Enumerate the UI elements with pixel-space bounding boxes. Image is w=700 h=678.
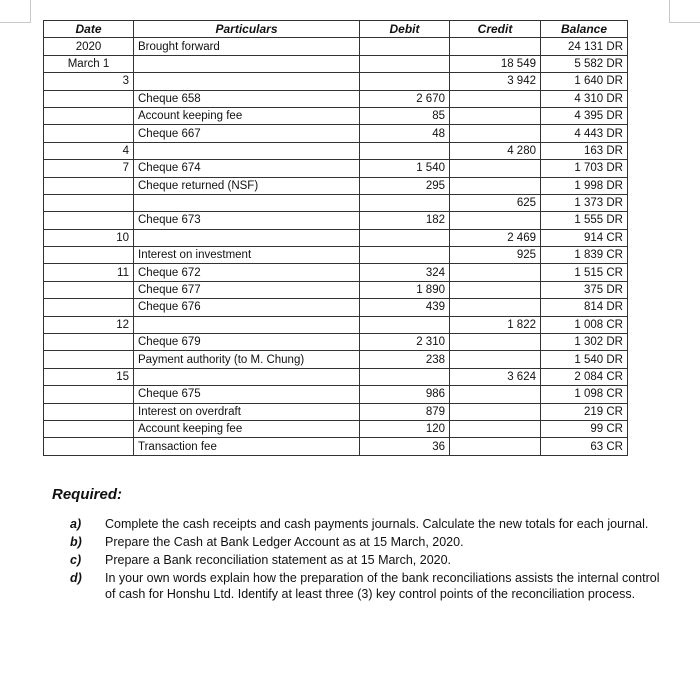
cell-particulars (134, 194, 360, 211)
cell-particulars (134, 368, 360, 385)
cell-particulars: Account keeping fee (134, 420, 360, 437)
cell-balance: 4 395 DR (541, 107, 628, 124)
cell-credit (450, 212, 541, 229)
table-row (44, 316, 628, 333)
cell-date (44, 107, 134, 124)
table-row (44, 212, 628, 229)
cell-date (44, 125, 134, 142)
cell-date: 11 (44, 264, 134, 281)
cell-particulars: Cheque 674 (134, 160, 360, 177)
cell-credit (450, 420, 541, 437)
cell-date (44, 281, 134, 298)
header-date: Date (44, 21, 134, 38)
table-row (44, 229, 628, 246)
required-heading: Required: (52, 486, 123, 503)
cell-balance: 1 098 CR (541, 386, 628, 403)
cell-date (44, 212, 134, 229)
cell-date (44, 334, 134, 351)
cell-balance: 24 131 DR (541, 38, 628, 55)
table-row (44, 281, 628, 298)
cell-particulars: Interest on investment (134, 247, 360, 264)
cell-debit: 48 (360, 125, 450, 142)
question-label: d) (70, 571, 82, 585)
cell-debit: 1 540 (360, 160, 450, 177)
table-row (44, 73, 628, 90)
cell-date (44, 247, 134, 264)
cell-date: 10 (44, 229, 134, 246)
cell-credit: 3 624 (450, 368, 541, 385)
table-row (44, 334, 628, 351)
cell-balance: 1 555 DR (541, 212, 628, 229)
cell-balance: 1 839 CR (541, 247, 628, 264)
table-header-row (44, 21, 628, 38)
cell-debit: 2 670 (360, 90, 450, 107)
cell-balance: 4 443 DR (541, 125, 628, 142)
cell-debit (360, 142, 450, 159)
table-row (44, 160, 628, 177)
cell-credit (450, 177, 541, 194)
table-row (44, 299, 628, 316)
cell-credit: 4 280 (450, 142, 541, 159)
cell-date (44, 299, 134, 316)
cell-debit (360, 368, 450, 385)
cell-particulars: Account keeping fee (134, 107, 360, 124)
header-particulars: Particulars (134, 21, 360, 38)
cell-debit: 439 (360, 299, 450, 316)
table-row (44, 264, 628, 281)
cell-credit (450, 160, 541, 177)
cell-balance: 1 998 DR (541, 177, 628, 194)
cell-credit (450, 107, 541, 124)
cell-balance: 1 008 CR (541, 316, 628, 333)
page-corner-left (0, 0, 31, 23)
cell-credit (450, 125, 541, 142)
table-row (44, 194, 628, 211)
table-row (44, 142, 628, 159)
cell-date (44, 403, 134, 420)
cell-debit: 879 (360, 403, 450, 420)
header-credit: Credit (450, 21, 541, 38)
table-body (44, 38, 628, 455)
cell-credit (450, 403, 541, 420)
cell-particulars: Transaction fee (134, 438, 360, 455)
cell-credit (450, 90, 541, 107)
table-row (44, 368, 628, 385)
table-row (44, 420, 628, 437)
cell-balance: 375 DR (541, 281, 628, 298)
cell-date: 2020 (44, 38, 134, 55)
cell-debit: 238 (360, 351, 450, 368)
cell-particulars: Brought forward (134, 38, 360, 55)
cell-debit: 986 (360, 386, 450, 403)
cell-credit (450, 281, 541, 298)
table-row (44, 386, 628, 403)
cell-debit: 295 (360, 177, 450, 194)
cell-debit: 120 (360, 420, 450, 437)
table-row (44, 125, 628, 142)
cell-balance: 1 302 DR (541, 334, 628, 351)
bank-statement-table (43, 20, 628, 456)
cell-balance: 1 540 DR (541, 351, 628, 368)
cell-debit (360, 194, 450, 211)
cell-date: 7 (44, 160, 134, 177)
table-row (44, 90, 628, 107)
cell-particulars (134, 229, 360, 246)
cell-balance: 4 310 DR (541, 90, 628, 107)
cell-particulars (134, 316, 360, 333)
header-debit: Debit (360, 21, 450, 38)
header-balance: Balance (541, 21, 628, 38)
cell-date: March 1 (44, 55, 134, 72)
cell-debit (360, 229, 450, 246)
cell-date (44, 194, 134, 211)
cell-balance: 1 515 CR (541, 264, 628, 281)
cell-balance: 63 CR (541, 438, 628, 455)
question-c (70, 552, 670, 568)
cell-particulars: Cheque returned (NSF) (134, 177, 360, 194)
cell-particulars: Cheque 676 (134, 299, 360, 316)
cell-particulars: Cheque 679 (134, 334, 360, 351)
question-label: a) (70, 517, 82, 531)
cell-debit (360, 73, 450, 90)
cell-balance: 1 703 DR (541, 160, 628, 177)
cell-credit: 625 (450, 194, 541, 211)
cell-credit (450, 334, 541, 351)
table-row (44, 438, 628, 455)
cell-debit: 1 890 (360, 281, 450, 298)
table-row (44, 351, 628, 368)
cell-credit: 2 469 (450, 229, 541, 246)
cell-debit: 36 (360, 438, 450, 455)
cell-credit (450, 386, 541, 403)
cell-credit (450, 264, 541, 281)
page-corner-right (669, 0, 700, 23)
cell-particulars: Cheque 673 (134, 212, 360, 229)
cell-debit: 182 (360, 212, 450, 229)
cell-particulars: Cheque 672 (134, 264, 360, 281)
cell-credit (450, 299, 541, 316)
cell-particulars: Cheque 667 (134, 125, 360, 142)
table-row (44, 247, 628, 264)
question-label: b) (70, 535, 82, 549)
question-label: c) (70, 553, 82, 567)
cell-date (44, 177, 134, 194)
cell-date: 4 (44, 142, 134, 159)
cell-debit: 2 310 (360, 334, 450, 351)
cell-particulars (134, 73, 360, 90)
cell-credit: 3 942 (450, 73, 541, 90)
cell-debit (360, 247, 450, 264)
cell-balance: 814 DR (541, 299, 628, 316)
cell-date (44, 386, 134, 403)
question-text: Prepare the Cash at Bank Ledger Account as at 15 March, 2020. (105, 535, 464, 549)
cell-balance: 1 640 DR (541, 73, 628, 90)
cell-balance: 914 CR (541, 229, 628, 246)
table-row (44, 55, 628, 72)
cell-particulars: Payment authority (to M. Chung) (134, 351, 360, 368)
cell-credit (450, 438, 541, 455)
cell-date: 3 (44, 73, 134, 90)
question-b (70, 534, 670, 550)
question-d (70, 570, 670, 602)
required-list (70, 516, 670, 604)
cell-particulars (134, 55, 360, 72)
cell-particulars: Cheque 658 (134, 90, 360, 107)
table-row (44, 38, 628, 55)
cell-credit: 925 (450, 247, 541, 264)
cell-credit: 1 822 (450, 316, 541, 333)
cell-balance: 5 582 DR (541, 55, 628, 72)
table-row (44, 403, 628, 420)
cell-balance: 1 373 DR (541, 194, 628, 211)
table-row (44, 177, 628, 194)
cell-debit: 324 (360, 264, 450, 281)
cell-date: 12 (44, 316, 134, 333)
question-text: Complete the cash receipts and cash payments journals. Calculate the new totals for each journal. (105, 517, 649, 531)
cell-particulars: Cheque 675 (134, 386, 360, 403)
cell-debit (360, 38, 450, 55)
cell-balance: 99 CR (541, 420, 628, 437)
cell-particulars (134, 142, 360, 159)
cell-date: 15 (44, 368, 134, 385)
cell-credit (450, 351, 541, 368)
question-text: Prepare a Bank reconciliation statement as at 15 March, 2020. (105, 553, 452, 567)
cell-debit: 85 (360, 107, 450, 124)
cell-date (44, 438, 134, 455)
cell-debit (360, 55, 450, 72)
cell-balance: 219 CR (541, 403, 628, 420)
cell-credit (450, 38, 541, 55)
cell-particulars: Interest on overdraft (134, 403, 360, 420)
cell-date (44, 420, 134, 437)
table-row (44, 107, 628, 124)
cell-balance: 2 084 CR (541, 368, 628, 385)
question-a (70, 516, 670, 532)
question-text: In your own words explain how the preparation of the bank reconciliations assists the internal control of cash for Honshu Ltd. Identify at least three (3) key control points of the reconciliation process. (105, 571, 660, 601)
cell-date (44, 351, 134, 368)
cell-date (44, 90, 134, 107)
cell-balance: 163 DR (541, 142, 628, 159)
cell-debit (360, 316, 450, 333)
cell-credit: 18 549 (450, 55, 541, 72)
cell-particulars: Cheque 677 (134, 281, 360, 298)
